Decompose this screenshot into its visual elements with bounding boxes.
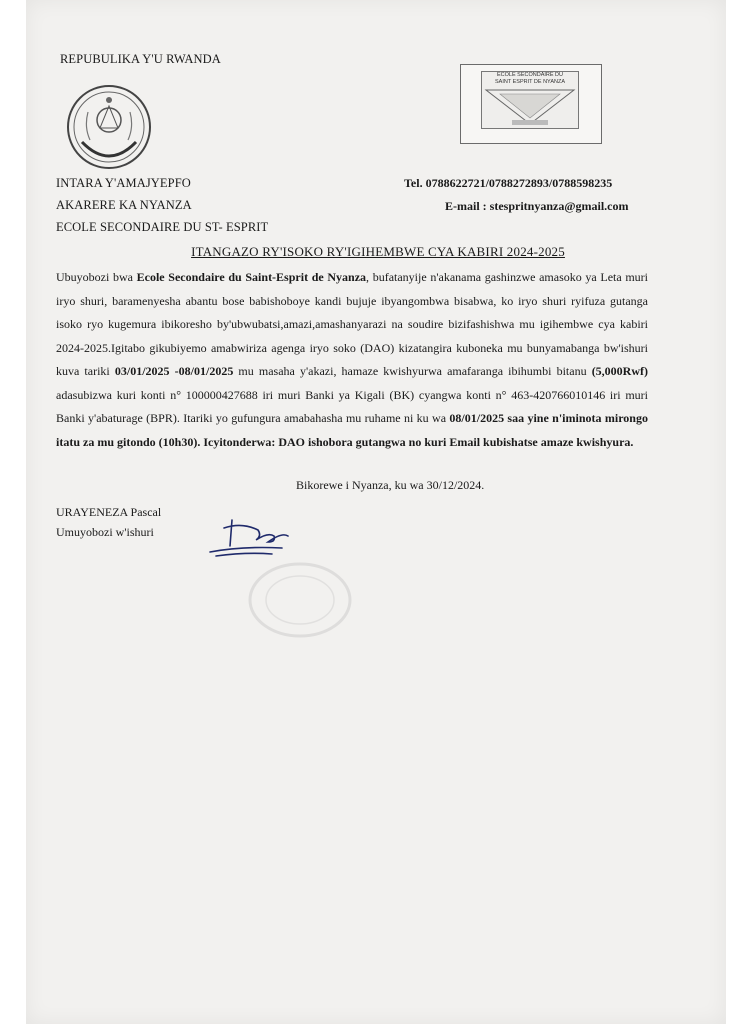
- school-line: ECOLE SECONDAIRE DU ST- ESPRIT: [56, 220, 269, 234]
- body-closing: 08/01/2025 saa yine n'iminota mirongo itatu za mu gitondo (10h30). Icyitonderwa: DAO ishobora gutangwa no kuri Email kubishatse amaze kwishyura.: [56, 411, 648, 449]
- body-part-1: , bufatanyije n'akanama gashinzwe amasoko ya Leta muri iryo shuri, baramenyesha abantu bose babishoboye kandi bujuje ibyangombwa bisabwa, ko iryo shuri ryifuza gutanga isoko ryo kugemura ibikoresho by'ubwubatsi,amazi,amashanyarazi na soudire bizifashishwa mu igihembwe cya kabiri 2024-2025.Igitabo gikubiyemo amabwiriza agenga iryo soko (DAO) kizatangira kuboneka mu bunyamabanga bw'ishuri kuva tariki: [56, 270, 649, 378]
- body-intro: Ubuyobozi bwa: [56, 270, 137, 284]
- faint-round-stamp: [245, 560, 355, 640]
- school-stamp-inner: [481, 71, 579, 129]
- school-stamp: [460, 64, 602, 144]
- republic-heading: REPUBULIKA Y'U RWANDA: [60, 52, 221, 66]
- handwritten-signature: [202, 516, 294, 558]
- signer-name: URAYENEZA Pascal: [56, 505, 162, 519]
- stamp-line-2: SAINT ESPRIT DE NYANZA: [495, 79, 565, 85]
- signed-place-date: Bikorewe i Nyanza, ku wa 30/12/2024.: [296, 478, 485, 492]
- rwanda-coat-of-arms-seal: [64, 82, 154, 172]
- signer-title: Umuyobozi w'ishuri: [56, 525, 154, 539]
- province-line: INTARA Y'AMAJYEPFO: [56, 176, 191, 190]
- body-dates: 03/01/2025 -08/01/2025: [114, 364, 234, 378]
- telephone-numbers: Tel. 0788622721/0788272893/0788598235: [404, 176, 613, 190]
- stamp-line-1: ECOLE SECONDAIRE DU: [496, 72, 563, 78]
- district-line: AKARERE KA NYANZA: [56, 198, 192, 212]
- body-amount: (5,000Rwf): [591, 364, 649, 378]
- stamp-emblem-icon: [482, 88, 578, 128]
- email-address: E-mail : stespritnyanza@gmail.com: [445, 199, 629, 213]
- body-part-3: adasubizwa kuri konti n° 100000427688 iri muri Banki ya Kigali (BK) cyangwa konti n° 463-420766010146 iri muri Banki y'abaturage (BPR). Itariki yo gufungura amabahasha mu ruhame ni ku wa: [56, 387, 648, 425]
- body-school-name: Ecole Secondaire du Saint-Esprit de Nyanza: [136, 270, 367, 284]
- body-part-2: mu masaha y'akazi, hamaze kwishyurwa amafaranga ibihumbi bitanu: [233, 364, 592, 378]
- announcement-body: [56, 266, 648, 454]
- announcement-title: ITANGAZO RY'ISOKO RY'IGIHEMBWE CYA KABIRI 2024-2025: [191, 244, 565, 259]
